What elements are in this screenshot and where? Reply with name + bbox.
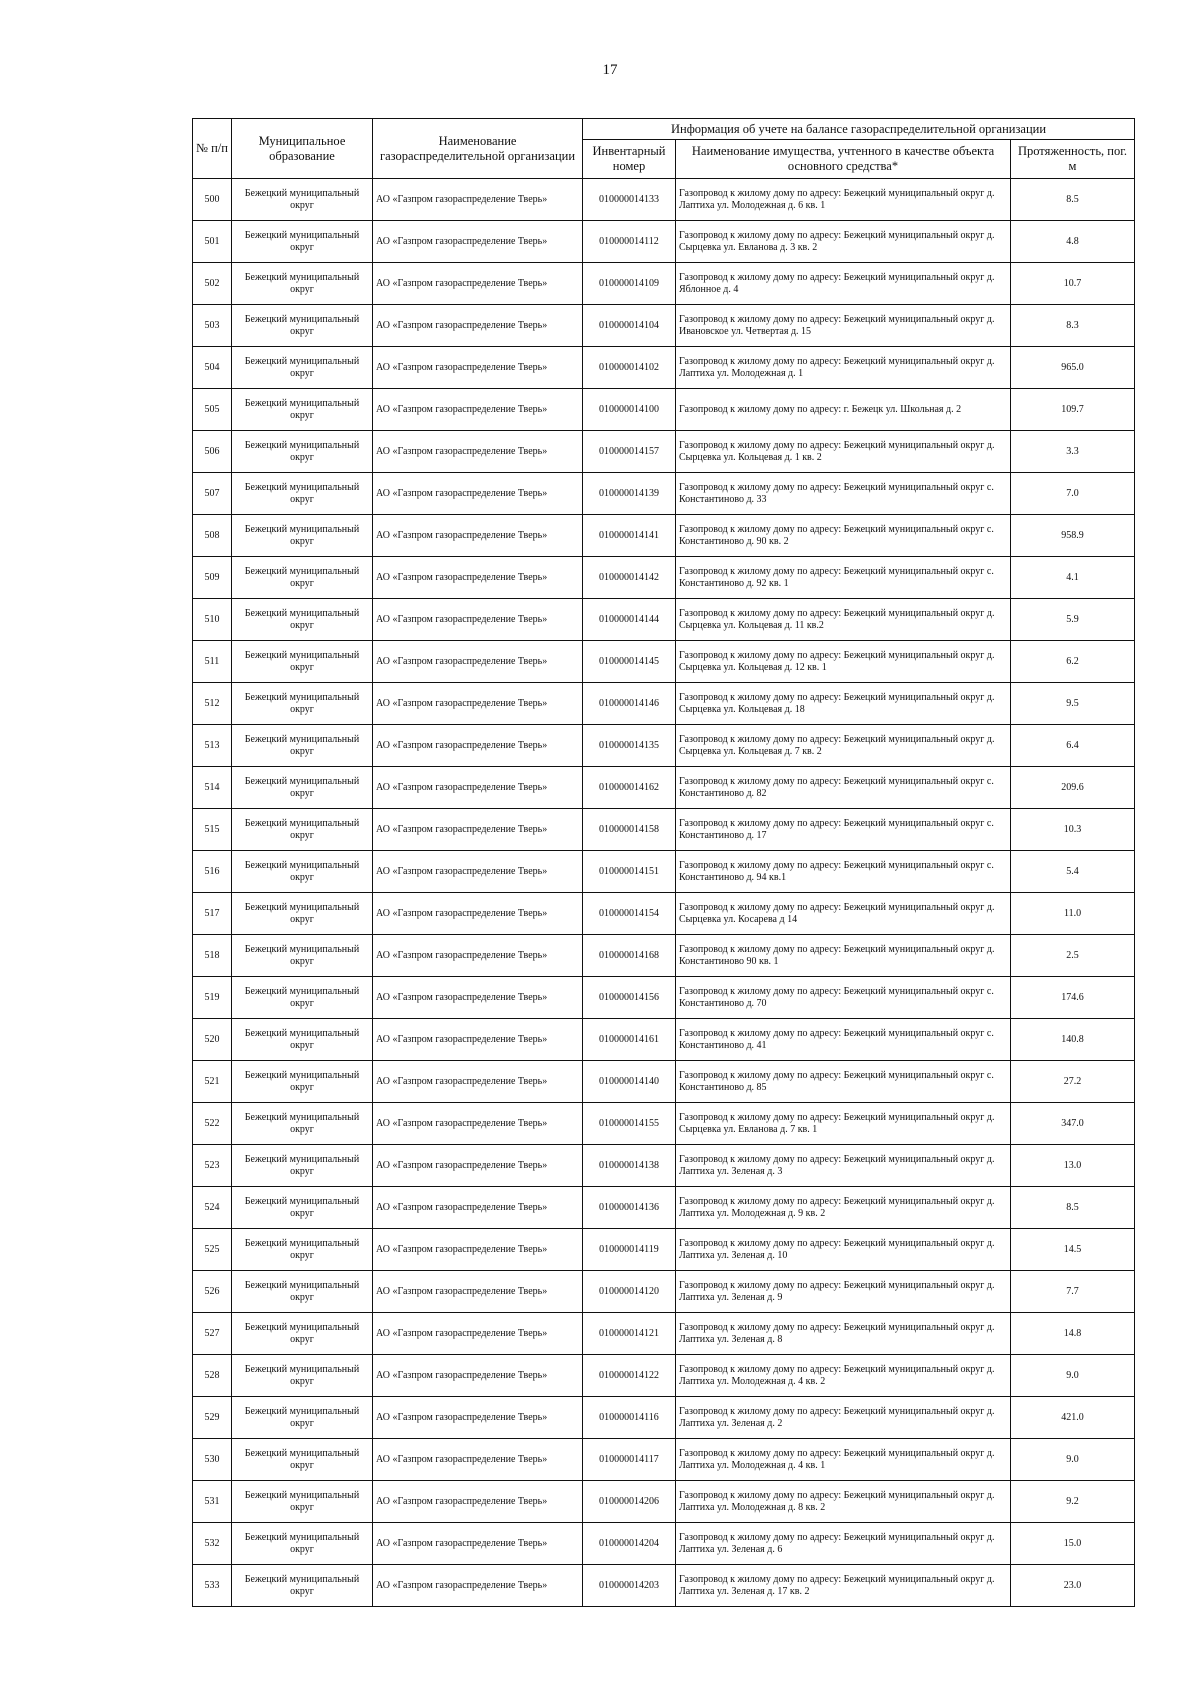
organization-cell: АО «Газпром газораспределение Тверь»: [373, 305, 583, 347]
municipality-cell: Бежецкий муниципальный округ: [232, 893, 373, 935]
row-number: 517: [193, 893, 232, 935]
asset-name-cell: Газопровод к жилому дому по адресу: Бежецкий муниципальный округ с. Константиново д. 33: [676, 473, 1011, 515]
inventory-number-cell: 010000014100: [583, 389, 676, 431]
asset-name-cell: Газопровод к жилому дому по адресу: Бежецкий муниципальный округ с. Константиново д. 70: [676, 977, 1011, 1019]
table-row: [193, 1523, 1135, 1565]
row-number: 502: [193, 263, 232, 305]
inventory-number-cell: 010000014203: [583, 1565, 676, 1607]
inventory-number-cell: 010000014144: [583, 599, 676, 641]
length-cell: 4.8: [1011, 221, 1135, 263]
asset-name-cell: Газопровод к жилому дому по адресу: Бежецкий муниципальный округ д. Ивановское ул. Четвертая д. 15: [676, 305, 1011, 347]
organization-cell: АО «Газпром газораспределение Тверь»: [373, 851, 583, 893]
municipality-cell: Бежецкий муниципальный округ: [232, 977, 373, 1019]
table-row: [193, 977, 1135, 1019]
length-cell: 5.4: [1011, 851, 1135, 893]
municipality-cell: Бежецкий муниципальный округ: [232, 1061, 373, 1103]
inventory-number-cell: 010000014119: [583, 1229, 676, 1271]
municipality-cell: Бежецкий муниципальный округ: [232, 1229, 373, 1271]
organization-cell: АО «Газпром газораспределение Тверь»: [373, 1271, 583, 1313]
inventory-number-cell: 010000014138: [583, 1145, 676, 1187]
inventory-number-cell: 010000014109: [583, 263, 676, 305]
municipality-cell: Бежецкий муниципальный округ: [232, 1019, 373, 1061]
table-row: [193, 1145, 1135, 1187]
organization-cell: АО «Газпром газораспределение Тверь»: [373, 431, 583, 473]
table-row: [193, 1355, 1135, 1397]
row-number: 526: [193, 1271, 232, 1313]
length-cell: 140.8: [1011, 1019, 1135, 1061]
asset-name-cell: Газопровод к жилому дому по адресу: Бежецкий муниципальный округ д. Лаптиха ул. Зеленая д. 2: [676, 1397, 1011, 1439]
organization-cell: АО «Газпром газораспределение Тверь»: [373, 1061, 583, 1103]
organization-cell: АО «Газпром газораспределение Тверь»: [373, 1355, 583, 1397]
asset-name-cell: Газопровод к жилому дому по адресу: Бежецкий муниципальный округ д. Лаптиха ул. Молодежная д. 9 кв. 2: [676, 1187, 1011, 1229]
inventory-number-cell: 010000014141: [583, 515, 676, 557]
inventory-number-cell: 010000014155: [583, 1103, 676, 1145]
municipality-cell: Бежецкий муниципальный округ: [232, 767, 373, 809]
asset-name-cell: Газопровод к жилому дому по адресу: Бежецкий муниципальный округ д. Лаптиха ул. Молодежная д. 6 кв. 1: [676, 179, 1011, 221]
row-number: 515: [193, 809, 232, 851]
row-number: 508: [193, 515, 232, 557]
table-row: [193, 515, 1135, 557]
municipality-cell: Бежецкий муниципальный округ: [232, 557, 373, 599]
inventory-number-cell: 010000014116: [583, 1397, 676, 1439]
organization-cell: АО «Газпром газораспределение Тверь»: [373, 1019, 583, 1061]
asset-name-cell: Газопровод к жилому дому по адресу: Бежецкий муниципальный округ д. Лаптиха ул. Молодежная д. 1: [676, 347, 1011, 389]
inventory-number-cell: 010000014154: [583, 893, 676, 935]
row-number: 527: [193, 1313, 232, 1355]
municipality-cell: Бежецкий муниципальный округ: [232, 1523, 373, 1565]
municipality-cell: Бежецкий муниципальный округ: [232, 1565, 373, 1607]
row-number: 509: [193, 557, 232, 599]
inventory-number-cell: 010000014146: [583, 683, 676, 725]
row-number: 522: [193, 1103, 232, 1145]
length-cell: 5.9: [1011, 599, 1135, 641]
table-row: [193, 473, 1135, 515]
organization-cell: АО «Газпром газораспределение Тверь»: [373, 1397, 583, 1439]
row-number: 531: [193, 1481, 232, 1523]
row-number: 513: [193, 725, 232, 767]
asset-name-cell: Газопровод к жилому дому по адресу: Бежецкий муниципальный округ д. Лаптиха ул. Зеленая д. 17 кв. 2: [676, 1565, 1011, 1607]
municipality-cell: Бежецкий муниципальный округ: [232, 1397, 373, 1439]
length-cell: 6.4: [1011, 725, 1135, 767]
municipality-cell: Бежецкий муниципальный округ: [232, 1439, 373, 1481]
municipality-cell: Бежецкий муниципальный округ: [232, 305, 373, 347]
row-number: 524: [193, 1187, 232, 1229]
municipality-cell: Бежецкий муниципальный округ: [232, 725, 373, 767]
table-row: [193, 809, 1135, 851]
header-organization: Наименование газораспределительной организации: [373, 119, 583, 179]
inventory-number-cell: 010000014136: [583, 1187, 676, 1229]
asset-name-cell: Газопровод к жилому дому по адресу: Бежецкий муниципальный округ д. Сырцевка ул. Евланова д. 7 кв. 1: [676, 1103, 1011, 1145]
inventory-number-cell: 010000014117: [583, 1439, 676, 1481]
organization-cell: АО «Газпром газораспределение Тверь»: [373, 767, 583, 809]
inventory-number-cell: 010000014102: [583, 347, 676, 389]
municipality-cell: Бежецкий муниципальный округ: [232, 1481, 373, 1523]
inventory-number-cell: 010000014162: [583, 767, 676, 809]
table-row: [193, 725, 1135, 767]
asset-name-cell: Газопровод к жилому дому по адресу: Бежецкий муниципальный округ д. Лаптиха ул. Зеленая д. 9: [676, 1271, 1011, 1313]
header-inventory: Инвентарный номер: [583, 140, 676, 179]
table-row: [193, 935, 1135, 977]
asset-name-cell: Газопровод к жилому дому по адресу: Бежецкий муниципальный округ с. Константиново д. 82: [676, 767, 1011, 809]
table-row: [193, 767, 1135, 809]
row-number: 525: [193, 1229, 232, 1271]
row-number: 510: [193, 599, 232, 641]
row-number: 514: [193, 767, 232, 809]
table-row: [193, 599, 1135, 641]
table-row: [193, 1229, 1135, 1271]
length-cell: 10.3: [1011, 809, 1135, 851]
length-cell: 10.7: [1011, 263, 1135, 305]
inventory-number-cell: 010000014204: [583, 1523, 676, 1565]
table-row: [193, 893, 1135, 935]
municipality-cell: Бежецкий муниципальный округ: [232, 515, 373, 557]
inventory-number-cell: 010000014133: [583, 179, 676, 221]
table-body: [193, 179, 1135, 1607]
length-cell: 8.3: [1011, 305, 1135, 347]
municipality-cell: Бежецкий муниципальный округ: [232, 935, 373, 977]
asset-name-cell: Газопровод к жилому дому по адресу: Бежецкий муниципальный округ д. Лаптиха ул. Зеленая д. 10: [676, 1229, 1011, 1271]
asset-name-cell: Газопровод к жилому дому по адресу: Бежецкий муниципальный округ д. Сырцевка ул. Кольцевая д. 7 кв. 2: [676, 725, 1011, 767]
length-cell: 109.7: [1011, 389, 1135, 431]
table-row: [193, 179, 1135, 221]
organization-cell: АО «Газпром газораспределение Тверь»: [373, 977, 583, 1019]
organization-cell: АО «Газпром газораспределение Тверь»: [373, 515, 583, 557]
inventory-number-cell: 010000014121: [583, 1313, 676, 1355]
municipality-cell: Бежецкий муниципальный округ: [232, 221, 373, 263]
organization-cell: АО «Газпром газораспределение Тверь»: [373, 725, 583, 767]
municipality-cell: Бежецкий муниципальный округ: [232, 1187, 373, 1229]
asset-name-cell: Газопровод к жилому дому по адресу: Бежецкий муниципальный округ д. Сырцевка ул. Кольцевая д. 12 кв. 1: [676, 641, 1011, 683]
length-cell: 14.8: [1011, 1313, 1135, 1355]
asset-name-cell: Газопровод к жилому дому по адресу: Бежецкий муниципальный округ с. Константиново д. 85: [676, 1061, 1011, 1103]
table-row: [193, 1061, 1135, 1103]
length-cell: 27.2: [1011, 1061, 1135, 1103]
asset-name-cell: Газопровод к жилому дому по адресу: Бежецкий муниципальный округ д. Лаптиха ул. Молодежная д. 4 кв. 2: [676, 1355, 1011, 1397]
length-cell: 13.0: [1011, 1145, 1135, 1187]
row-number: 507: [193, 473, 232, 515]
row-number: 521: [193, 1061, 232, 1103]
row-number: 528: [193, 1355, 232, 1397]
organization-cell: АО «Газпром газораспределение Тверь»: [373, 179, 583, 221]
length-cell: 8.5: [1011, 179, 1135, 221]
header-length: Протяженность, пог. м: [1011, 140, 1135, 179]
inventory-number-cell: 010000014140: [583, 1061, 676, 1103]
table-row: [193, 221, 1135, 263]
page-number: 17: [602, 62, 618, 78]
asset-table: [192, 118, 1135, 1607]
organization-cell: АО «Газпром газораспределение Тверь»: [373, 1523, 583, 1565]
inventory-number-cell: 010000014122: [583, 1355, 676, 1397]
asset-name-cell: Газопровод к жилому дому по адресу: Бежецкий муниципальный округ с. Константиново д. 92 кв. 1: [676, 557, 1011, 599]
inventory-number-cell: 010000014145: [583, 641, 676, 683]
row-number: 530: [193, 1439, 232, 1481]
organization-cell: АО «Газпром газораспределение Тверь»: [373, 1313, 583, 1355]
organization-cell: АО «Газпром газораспределение Тверь»: [373, 1187, 583, 1229]
municipality-cell: Бежецкий муниципальный округ: [232, 809, 373, 851]
table-row: [193, 851, 1135, 893]
asset-name-cell: Газопровод к жилому дому по адресу: Бежецкий муниципальный округ д. Сырцевка ул. Кольцевая д. 11 кв.2: [676, 599, 1011, 641]
inventory-number-cell: 010000014161: [583, 1019, 676, 1061]
municipality-cell: Бежецкий муниципальный округ: [232, 1355, 373, 1397]
organization-cell: АО «Газпром газораспределение Тверь»: [373, 263, 583, 305]
table-row: [193, 431, 1135, 473]
municipality-cell: Бежецкий муниципальный округ: [232, 1313, 373, 1355]
row-number: 520: [193, 1019, 232, 1061]
municipality-cell: Бежецкий муниципальный округ: [232, 431, 373, 473]
row-number: 503: [193, 305, 232, 347]
row-number: 511: [193, 641, 232, 683]
table-row: [193, 683, 1135, 725]
length-cell: 7.7: [1011, 1271, 1135, 1313]
length-cell: 421.0: [1011, 1397, 1135, 1439]
asset-name-cell: Газопровод к жилому дому по адресу: Бежецкий муниципальный округ д. Лаптиха ул. Зеленая д. 6: [676, 1523, 1011, 1565]
length-cell: 958.9: [1011, 515, 1135, 557]
length-cell: 7.0: [1011, 473, 1135, 515]
row-number: 529: [193, 1397, 232, 1439]
organization-cell: АО «Газпром газораспределение Тверь»: [373, 221, 583, 263]
length-cell: 15.0: [1011, 1523, 1135, 1565]
asset-name-cell: Газопровод к жилому дому по адресу: Бежецкий муниципальный округ д. Лаптиха ул. Зеленая д. 3: [676, 1145, 1011, 1187]
table-row: [193, 1565, 1135, 1607]
inventory-number-cell: 010000014157: [583, 431, 676, 473]
inventory-number-cell: 010000014158: [583, 809, 676, 851]
length-cell: 6.2: [1011, 641, 1135, 683]
row-number: 516: [193, 851, 232, 893]
asset-name-cell: Газопровод к жилому дому по адресу: Бежецкий муниципальный округ д. Сырцевка ул. Кольцевая д. 1 кв. 2: [676, 431, 1011, 473]
length-cell: 965.0: [1011, 347, 1135, 389]
municipality-cell: Бежецкий муниципальный округ: [232, 851, 373, 893]
asset-name-cell: Газопровод к жилому дому по адресу: Бежецкий муниципальный округ д. Сырцевка ул. Кольцевая д. 18: [676, 683, 1011, 725]
inventory-number-cell: 010000014151: [583, 851, 676, 893]
municipality-cell: Бежецкий муниципальный округ: [232, 1271, 373, 1313]
row-number: 519: [193, 977, 232, 1019]
length-cell: 9.0: [1011, 1355, 1135, 1397]
organization-cell: АО «Газпром газораспределение Тверь»: [373, 557, 583, 599]
table-row: [193, 305, 1135, 347]
municipality-cell: Бежецкий муниципальный округ: [232, 1103, 373, 1145]
row-number: 512: [193, 683, 232, 725]
length-cell: 174.6: [1011, 977, 1135, 1019]
length-cell: 9.2: [1011, 1481, 1135, 1523]
organization-cell: АО «Газпром газораспределение Тверь»: [373, 473, 583, 515]
row-number: 505: [193, 389, 232, 431]
organization-cell: АО «Газпром газораспределение Тверь»: [373, 1145, 583, 1187]
organization-cell: АО «Газпром газораспределение Тверь»: [373, 1439, 583, 1481]
municipality-cell: Бежецкий муниципальный округ: [232, 599, 373, 641]
length-cell: 4.1: [1011, 557, 1135, 599]
row-number: 501: [193, 221, 232, 263]
inventory-number-cell: 010000014142: [583, 557, 676, 599]
table-row: [193, 263, 1135, 305]
table-row: [193, 1313, 1135, 1355]
length-cell: 9.0: [1011, 1439, 1135, 1481]
row-number: 523: [193, 1145, 232, 1187]
length-cell: 14.5: [1011, 1229, 1135, 1271]
asset-name-cell: Газопровод к жилому дому по адресу: г. Бежецк ул. Школьная д. 2: [676, 389, 1011, 431]
asset-name-cell: Газопровод к жилому дому по адресу: Бежецкий муниципальный округ д. Сырцевка ул. Евланова д. 3 кв. 2: [676, 221, 1011, 263]
organization-cell: АО «Газпром газораспределение Тверь»: [373, 935, 583, 977]
organization-cell: АО «Газпром газораспределение Тверь»: [373, 893, 583, 935]
row-number: 532: [193, 1523, 232, 1565]
municipality-cell: Бежецкий муниципальный округ: [232, 389, 373, 431]
organization-cell: АО «Газпром газораспределение Тверь»: [373, 389, 583, 431]
inventory-number-cell: 010000014112: [583, 221, 676, 263]
table-row: [193, 1271, 1135, 1313]
municipality-cell: Бежецкий муниципальный округ: [232, 263, 373, 305]
row-number: 504: [193, 347, 232, 389]
table-row: [193, 557, 1135, 599]
header-num: № п/п: [193, 119, 232, 179]
inventory-number-cell: 010000014120: [583, 1271, 676, 1313]
asset-name-cell: Газопровод к жилому дому по адресу: Бежецкий муниципальный округ д. Лаптиха ул. Зеленая д. 8: [676, 1313, 1011, 1355]
table-row: [193, 1481, 1135, 1523]
row-number: 518: [193, 935, 232, 977]
length-cell: 3.3: [1011, 431, 1135, 473]
asset-name-cell: Газопровод к жилому дому по адресу: Бежецкий муниципальный округ д. Сырцевка ул. Косарева д 14: [676, 893, 1011, 935]
asset-name-cell: Газопровод к жилому дому по адресу: Бежецкий муниципальный округ с. Константиново д. 94 кв.1: [676, 851, 1011, 893]
row-number: 506: [193, 431, 232, 473]
organization-cell: АО «Газпром газораспределение Тверь»: [373, 683, 583, 725]
municipality-cell: Бежецкий муниципальный округ: [232, 179, 373, 221]
inventory-number-cell: 010000014104: [583, 305, 676, 347]
table-row: [193, 1103, 1135, 1145]
municipality-cell: Бежецкий муниципальный округ: [232, 641, 373, 683]
inventory-number-cell: 010000014139: [583, 473, 676, 515]
header-balance-info: Информация об учете на балансе газораспределительной организации: [583, 119, 1135, 140]
inventory-number-cell: 010000014168: [583, 935, 676, 977]
table-row: [193, 1397, 1135, 1439]
asset-name-cell: Газопровод к жилому дому по адресу: Бежецкий муниципальный округ д. Лаптиха ул. Молодежная д. 8 кв. 2: [676, 1481, 1011, 1523]
inventory-number-cell: 010000014206: [583, 1481, 676, 1523]
organization-cell: АО «Газпром газораспределение Тверь»: [373, 1481, 583, 1523]
table-row: [193, 641, 1135, 683]
table-row: [193, 389, 1135, 431]
asset-name-cell: Газопровод к жилому дому по адресу: Бежецкий муниципальный округ д. Яблонное д. 4: [676, 263, 1011, 305]
municipality-cell: Бежецкий муниципальный округ: [232, 683, 373, 725]
length-cell: 2.5: [1011, 935, 1135, 977]
length-cell: 11.0: [1011, 893, 1135, 935]
row-number: 500: [193, 179, 232, 221]
length-cell: 9.5: [1011, 683, 1135, 725]
header-asset-name: Наименование имущества, учтенного в качестве объекта основного средства*: [676, 140, 1011, 179]
length-cell: 8.5: [1011, 1187, 1135, 1229]
table-row: [193, 1019, 1135, 1061]
municipality-cell: Бежецкий муниципальный округ: [232, 1145, 373, 1187]
organization-cell: АО «Газпром газораспределение Тверь»: [373, 1229, 583, 1271]
organization-cell: АО «Газпром газораспределение Тверь»: [373, 1103, 583, 1145]
asset-name-cell: Газопровод к жилому дому по адресу: Бежецкий муниципальный округ д. Лаптиха ул. Молодежная д. 4 кв. 1: [676, 1439, 1011, 1481]
table-row: [193, 1187, 1135, 1229]
length-cell: 209.6: [1011, 767, 1135, 809]
organization-cell: АО «Газпром газораспределение Тверь»: [373, 599, 583, 641]
length-cell: 23.0: [1011, 1565, 1135, 1607]
organization-cell: АО «Газпром газораспределение Тверь»: [373, 347, 583, 389]
municipality-cell: Бежецкий муниципальный округ: [232, 347, 373, 389]
asset-name-cell: Газопровод к жилому дому по адресу: Бежецкий муниципальный округ с. Константиново д. 90 кв. 2: [676, 515, 1011, 557]
table-row: [193, 1439, 1135, 1481]
length-cell: 347.0: [1011, 1103, 1135, 1145]
table-row: [193, 347, 1135, 389]
organization-cell: АО «Газпром газораспределение Тверь»: [373, 1565, 583, 1607]
inventory-number-cell: 010000014135: [583, 725, 676, 767]
header-municipality: Муниципальное образование: [232, 119, 373, 179]
asset-name-cell: Газопровод к жилому дому по адресу: Бежецкий муниципальный округ с. Константиново д. 17: [676, 809, 1011, 851]
organization-cell: АО «Газпром газораспределение Тверь»: [373, 641, 583, 683]
inventory-number-cell: 010000014156: [583, 977, 676, 1019]
organization-cell: АО «Газпром газораспределение Тверь»: [373, 809, 583, 851]
asset-name-cell: Газопровод к жилому дому по адресу: Бежецкий муниципальный округ с. Константиново д. 41: [676, 1019, 1011, 1061]
municipality-cell: Бежецкий муниципальный округ: [232, 473, 373, 515]
row-number: 533: [193, 1565, 232, 1607]
asset-name-cell: Газопровод к жилому дому по адресу: Бежецкий муниципальный округ д. Константиново 90 кв. 1: [676, 935, 1011, 977]
